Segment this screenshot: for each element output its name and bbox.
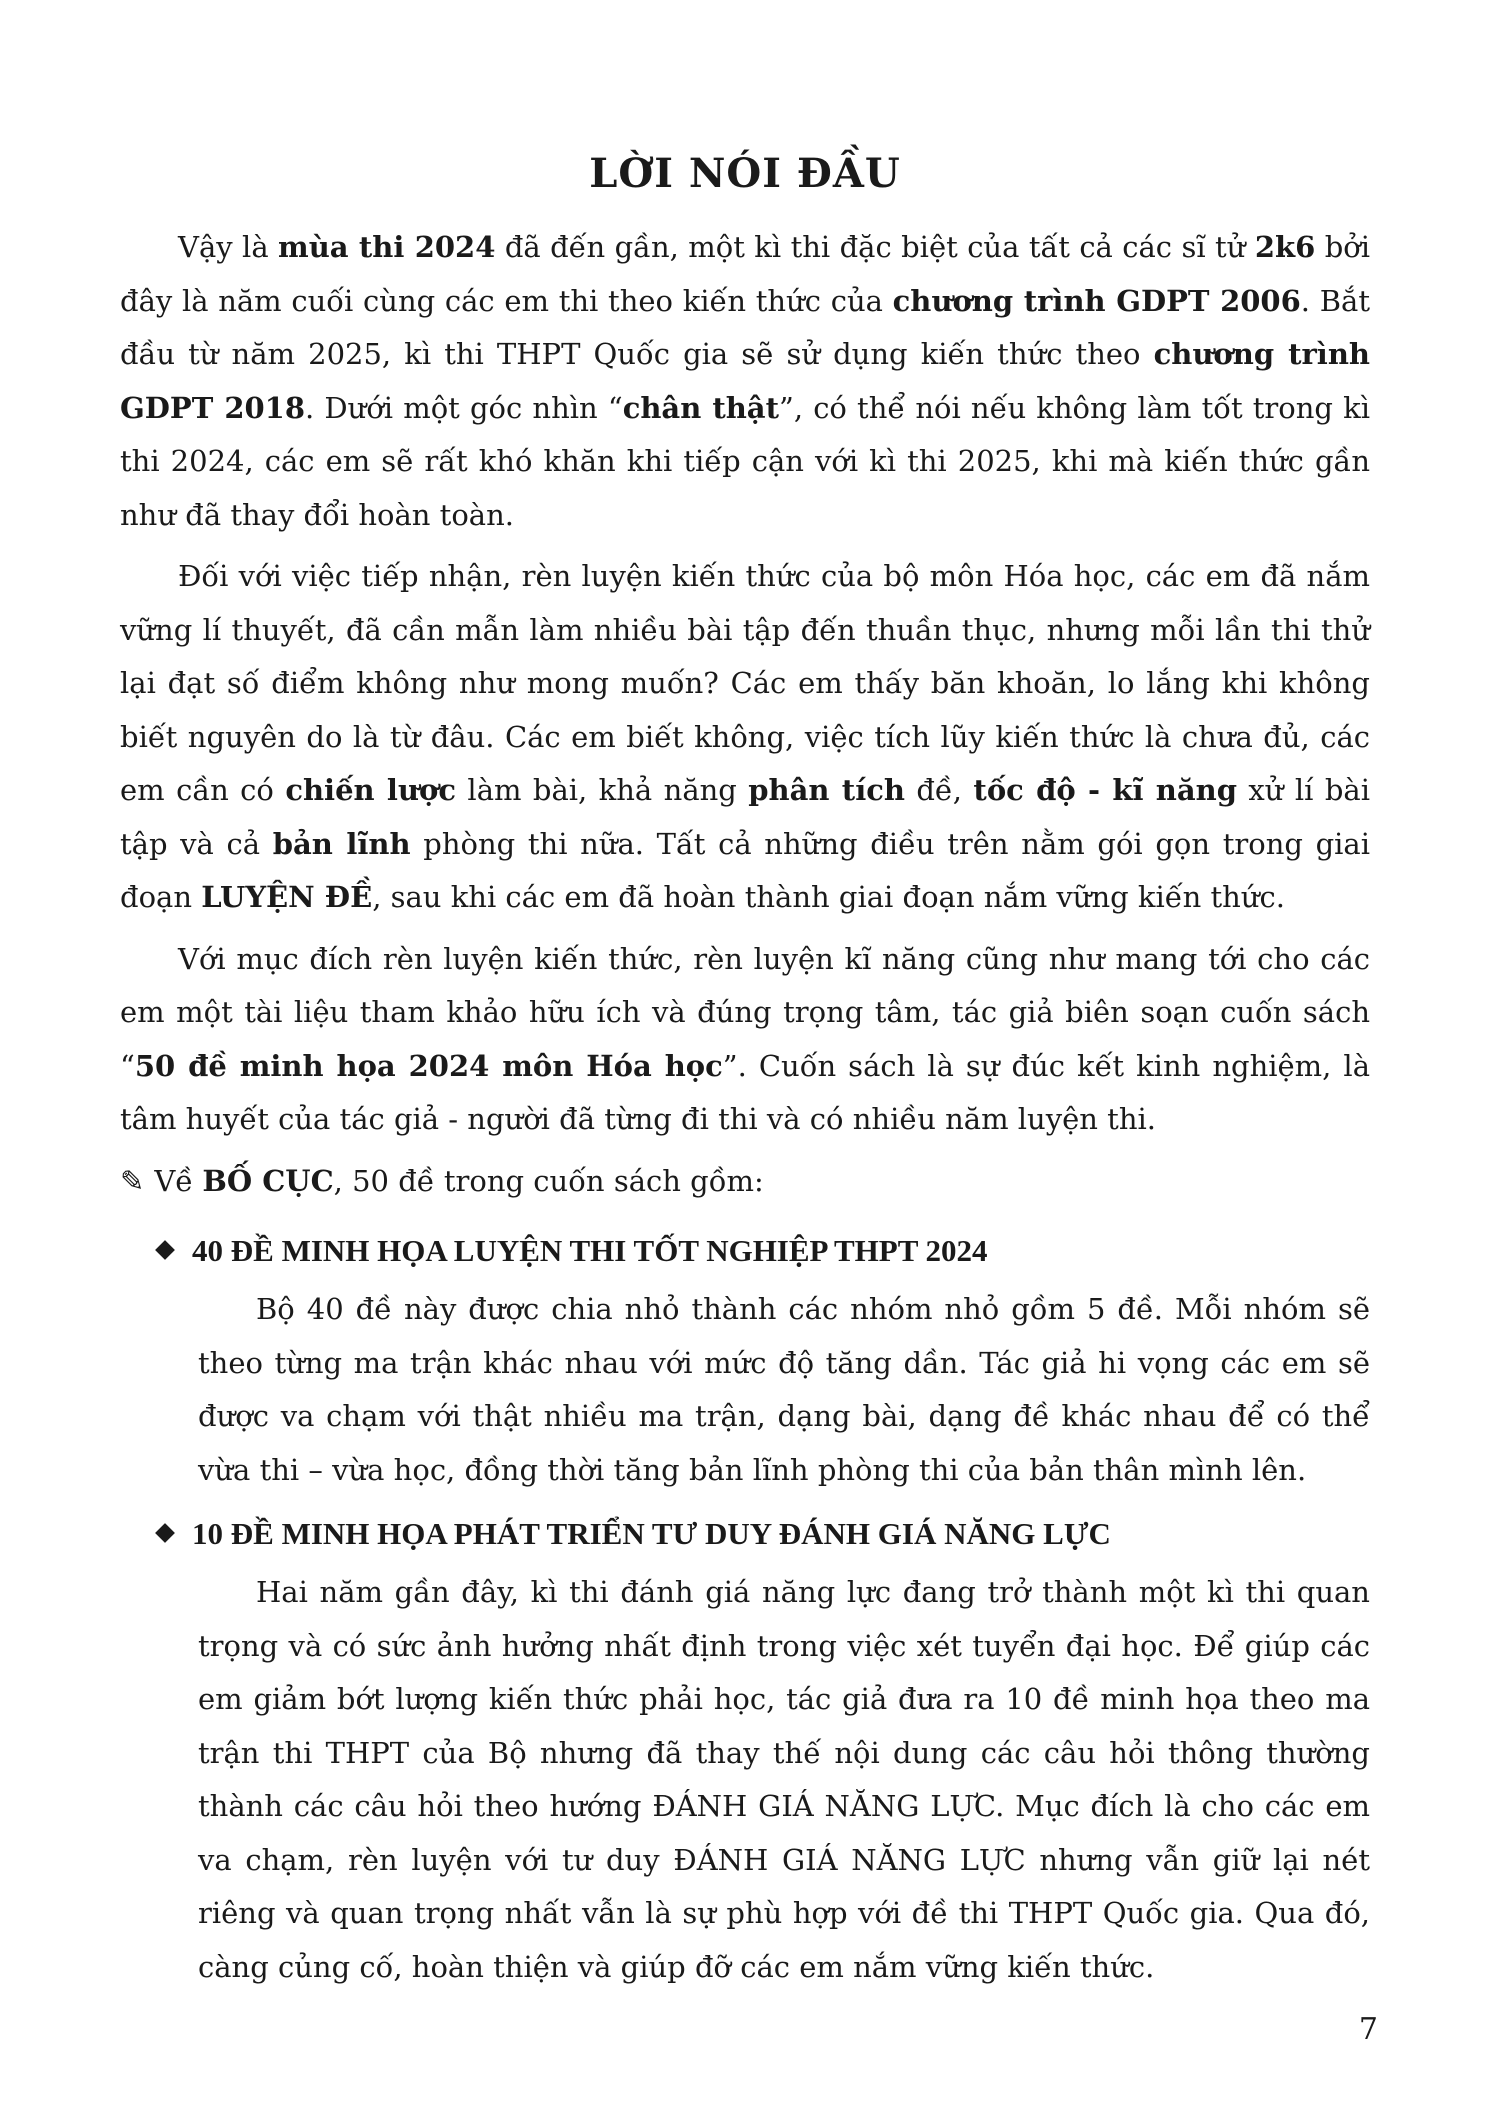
bold-text: chương trình GDPT 2018: [120, 337, 1370, 425]
pointing-arrow-icon: ✎: [120, 1163, 145, 1198]
bold-text: phân tích: [748, 773, 905, 807]
diamond-bullet-icon: [155, 1523, 175, 1543]
bold-text: chiến lược: [285, 773, 457, 807]
bold-text: chân thật: [622, 390, 779, 425]
bold-text: mùa thi 2024: [278, 230, 496, 264]
bold-text: 2k6: [1254, 230, 1316, 264]
intro-paragraph-1: Vậy là mùa thi 2024 đã đến gần, một kì thi đặc biệt của tất cả các sĩ tử 2k6 bởi đây là năm cuối cùng các em thi theo kiến thức của chương trình GDPT 2006. Bắt đầu từ năm 2025, kì thi THPT Quốc gia sẽ sử dụng kiến thức theo chương trình GDPT 2018. Dưới một góc nhìn “chân thật”, có thể nói nếu không làm tốt trong kì thi 2024, các em sẽ rất khó khăn khi tiếp cận với kì thi 2025, khi mà kiến thức gần như đã thay đổi hoàn toàn.: [120, 230, 1370, 532]
section-heading-1: 40 ĐỀ MINH HỌA LUYỆN THI TỐT NGHIỆP THPT 2024: [158, 1224, 1370, 1277]
bold-text: LUYỆN ĐỀ: [201, 880, 373, 914]
bold-text: chương trình GDPT 2006: [892, 283, 1301, 318]
section-heading-2: 10 ĐỀ MINH HỌA PHÁT TRIỂN TƯ DUY ĐÁNH GIÁ NĂNG LỰC: [158, 1507, 1370, 1560]
section-body-1: Bộ 40 đề này được chia nhỏ thành các nhóm nhỏ gồm 5 đề. Mỗi nhóm sẽ theo từng ma trận khác nhau với mức độ tăng dần. Tác giả hi vọng các em sẽ được va chạm với thật nhiều ma trận, dạng bài, dạng đề khác nhau để có thể vừa thi – vừa học, đồng thời tăng bản lĩnh phòng thi của bản thân mình lên.: [198, 1292, 1370, 1487]
document-page: [120, 150, 1370, 2004]
structure-line: ✎ Về BỐ CỤC, 50 đề trong cuốn sách gồm:: [120, 1155, 1370, 1209]
diamond-bullet-icon: [155, 1240, 175, 1260]
section-body-2: Hai năm gần đây, kì thi đánh giá năng lực đang trở thành một kì thi quan trọng và có sức ảnh hưởng nhất định trong việc xét tuyển đại học. Để giúp các em giảm bớt lượng kiến thức phải học, tác giả đưa ra 10 đề minh họa theo ma trận thi THPT của Bộ nhưng đã thay thế nội dung các câu hỏi thông thường thành các câu hỏi theo hướng ĐÁNH GIÁ NĂNG LỰC. Mục đích là cho các em va chạm, rèn luyện với tư duy ĐÁNH GIÁ NĂNG LỰC nhưng vẫn giữ lại nét riêng và quan trọng nhất vẫn là sự phù hợp với đề thi THPT Quốc gia. Qua đó, càng củng cố, hoàn thiện và giúp đỡ các em nắm vững kiến thức.: [198, 1575, 1370, 1984]
intro-paragraph-2: Đối với việc tiếp nhận, rèn luyện kiến thức của bộ môn Hóa học, các em đã nắm vững lí thuyết, đã cần mẫn làm nhiều bài tập đến thuần thục, nhưng mỗi lần thi thử lại đạt số điểm không như mong muốn? Các em thấy băn khoăn, lo lắng khi không biết nguyên do là từ đâu. Các em biết không, việc tích lũy kiến thức là chưa đủ, các em cần có chiến lược làm bài, khả năng phân tích đề, tốc độ - kĩ năng xử lí bài tập và cả bản lĩnh phòng thi nữa. Tất cả những điều trên nằm gói gọn trong giai đoạn LUYỆN ĐỀ, sau khi các em đã hoàn thành giai đoạn nắm vững kiến thức.: [120, 559, 1370, 914]
page-title: LỜI NÓI ĐẦU: [589, 150, 901, 197]
bold-text: tốc độ - kĩ năng: [973, 773, 1238, 807]
intro-paragraph-3: Với mục đích rèn luyện kiến thức, rèn luyện kĩ năng cũng như mang tới cho các em một tài liệu tham khảo hữu ích và đúng trọng tâm, tác giả biên soạn cuốn sách “50 đề minh họa 2024 môn Hóa học”. Cuốn sách là sự đúc kết kinh nghiệm, là tâm huyết của tác giả - người đã từng đi thi và có nhiều năm luyện thi.: [120, 941, 1370, 1136]
bold-text: bản lĩnh: [272, 826, 411, 861]
page-number: 7: [1358, 2012, 1378, 2047]
bold-text: BỐ CỤC: [202, 1163, 334, 1198]
book-title-text: 50 đề minh họa 2024 môn Hóa học: [134, 1048, 723, 1083]
